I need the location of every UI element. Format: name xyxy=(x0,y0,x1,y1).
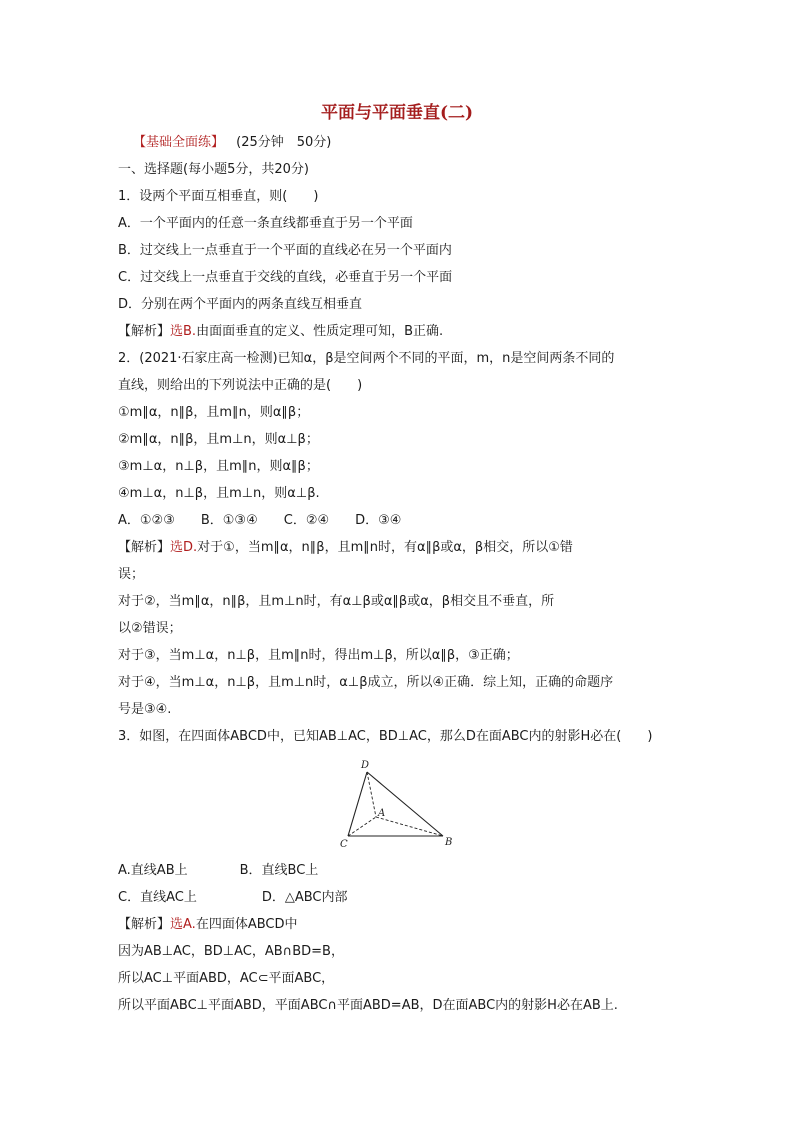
analysis-choice: 选B. xyxy=(170,324,197,339)
analysis-text: 在四面体ABCD中 xyxy=(195,917,298,932)
analysis-choice: 选A. xyxy=(170,917,196,932)
q1-stem: 1．设两个平面互相垂直，则( ) xyxy=(118,189,319,204)
q2-analysis xyxy=(118,540,573,556)
q2-analysis-line: 对于④，当m⊥α，n⊥β，且m⊥n时，α⊥β成立，所以④正确．综上知，正确的命题序 xyxy=(118,675,614,690)
q3-options-cd: C．直线AC上 D．△ABC内部 xyxy=(118,890,348,905)
q3-analysis-line: 因为AB⊥AC，BD⊥AC，AB∩BD=B， xyxy=(118,944,344,959)
q1-option-d: D．分别在两个平面内的两条直线互相垂直 xyxy=(118,297,363,312)
part-heading: 一、选择题(每小题5分，共20分) xyxy=(118,162,309,177)
edge-db xyxy=(367,772,443,836)
q2-analysis-line: 误； xyxy=(118,567,145,582)
q3-analysis-line: 所以平面ABC⊥平面ABD，平面ABC∩平面ABD=AB，D在面ABC内的射影H必在AB上. xyxy=(118,998,618,1013)
q2-analysis-line: 对于③，当m⊥α，n⊥β，且m∥n时，得出m⊥β，所以α∥β，③正确； xyxy=(118,648,519,663)
q1-option-c: C．过交线上一点垂直于交线的直线，必垂直于另一个平面 xyxy=(118,270,453,285)
analysis-label: 【解析】 xyxy=(118,324,171,339)
vertex-label-d: D xyxy=(361,760,370,771)
analysis-label: 【解析】 xyxy=(118,917,171,932)
tetrahedron-diagram xyxy=(330,756,470,852)
section-header xyxy=(133,135,331,151)
vertex-label-a: A xyxy=(378,808,386,819)
q2-analysis-line: 对于②，当m∥α，n∥β，且m⊥n时，有α⊥β或α∥β或α，β相交且不垂直，所 xyxy=(118,594,555,609)
vertex-label-c: C xyxy=(340,839,348,850)
q3-analysis-line: 所以AC⊥平面ABD，AC⊂平面ABC， xyxy=(118,971,335,986)
edge-dc xyxy=(348,772,367,836)
q3-stem: 3．如图，在四面体ABCD中，已知AB⊥AC，BD⊥AC，那么D在面ABC内的射影H必在( ) xyxy=(118,729,653,744)
q2-statement-1: ①m∥α，n∥β，且m∥n，则α∥β； xyxy=(118,405,310,420)
edge-ca-hidden xyxy=(348,817,376,836)
q1-analysis xyxy=(118,324,443,340)
q2-stem-1: 2．(2021·石家庄高一检测)已知α，β是空间两个不同的平面，m，n是空间两条不同的 xyxy=(118,351,615,366)
section-label: 【基础全面练】 xyxy=(133,135,225,150)
edge-ab-hidden xyxy=(376,817,443,836)
q1-option-a: A．一个平面内的任意一条直线都垂直于另一个平面 xyxy=(118,216,413,231)
q2-options: A．①②③ B．①③④ C．②④ D．③④ xyxy=(118,513,402,528)
q2-analysis-line: 号是③④. xyxy=(118,702,172,717)
analysis-choice: 选D. xyxy=(170,540,198,555)
q2-statement-3: ③m⊥α，n⊥β，且m∥n，则α∥β； xyxy=(118,459,319,474)
analysis-label: 【解析】 xyxy=(118,540,171,555)
analysis-text: 由面面垂直的定义、性质定理可知，B正确. xyxy=(196,324,444,339)
q3-analysis xyxy=(118,917,298,933)
q1-option-b: B．过交线上一点垂直于一个平面的直线必在另一个平面内 xyxy=(118,243,452,258)
q2-statement-4: ④m⊥α，n⊥β，且m⊥n，则α⊥β. xyxy=(118,486,320,501)
vertex-label-b: B xyxy=(445,837,453,848)
page-title: 平面与平面垂直(二) xyxy=(320,103,474,123)
q2-analysis-line: 以②错误； xyxy=(118,621,182,636)
section-time: (25分钟 50分) xyxy=(236,135,332,150)
q3-options-ab: A.直线AB上 B．直线BC上 xyxy=(118,863,319,878)
analysis-text: 对于①，当m∥α，n∥β，且m∥n时，有α∥β或α，β相交，所以①错 xyxy=(197,540,573,555)
q2-stem-2: 直线，则给出的下列说法中正确的是( ) xyxy=(118,378,363,393)
q2-statement-2: ②m∥α，n∥β，且m⊥n，则α⊥β； xyxy=(118,432,319,447)
